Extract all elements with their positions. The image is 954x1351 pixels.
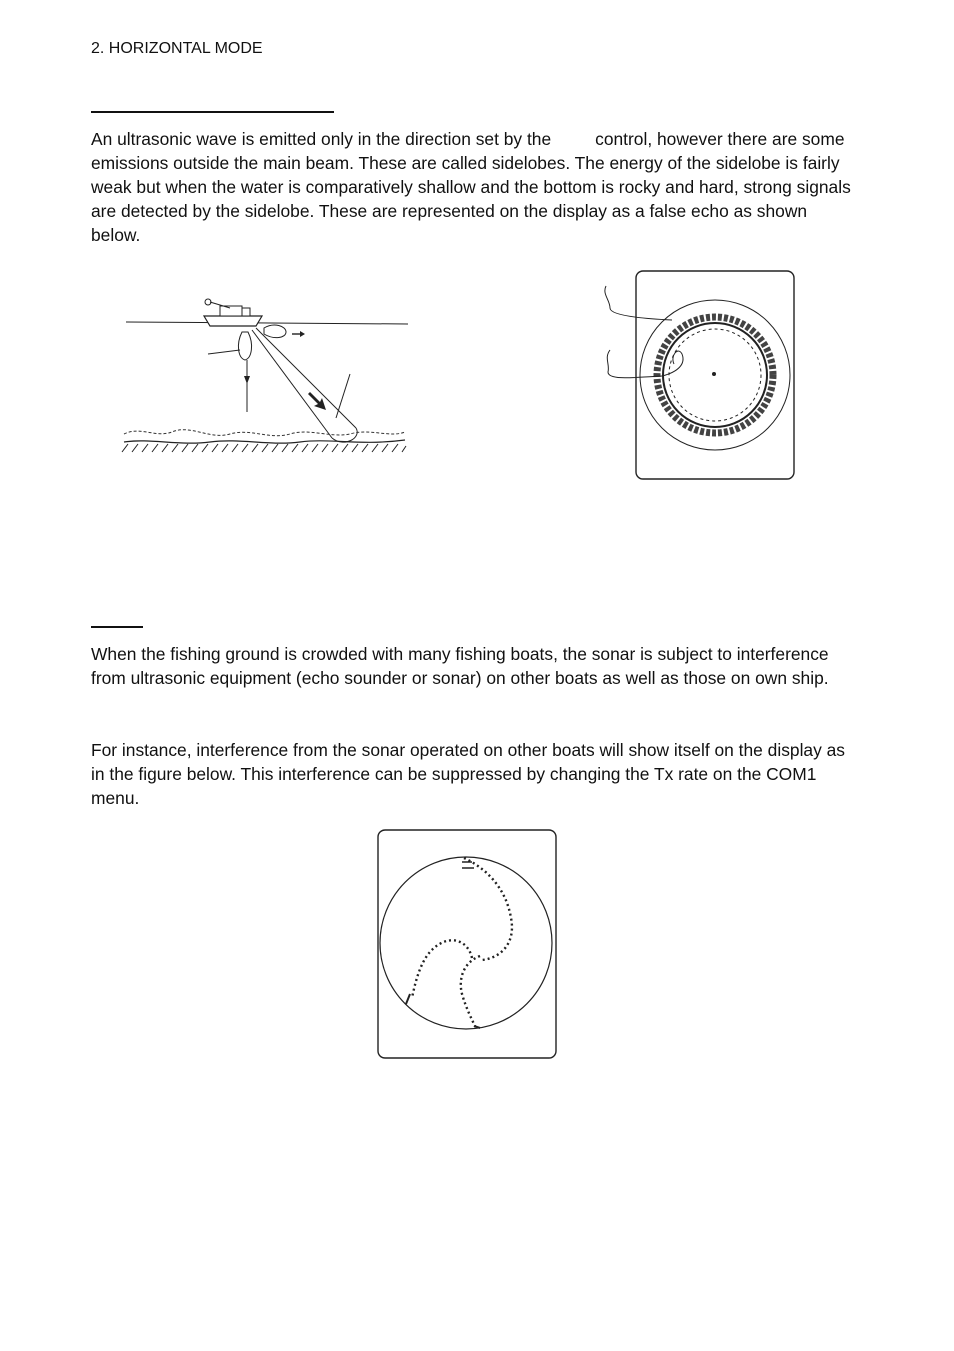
sidelobe-paragraph <box>91 127 851 247</box>
sonar-display-false-echo-icon <box>600 268 800 483</box>
interference-paragraph-2: For instance, interference from the sonar operated on other boats will show itself on the display as in the figure below. This interference can be suppressed by changing the Tx rate on the COM1 menu. <box>91 740 845 808</box>
boat-sidelobe-illustration-icon <box>100 262 440 492</box>
section-heading-rule-interference <box>91 626 143 628</box>
interference-display-figure <box>376 828 560 1062</box>
sidelobe-paragraph-part1: An ultrasonic wave is emitted only in the direction set by the <box>91 129 552 149</box>
sidelobe-paragraph-part2: control, however there are some emissions outside the main beam. These are called sidelobes. The energy of the sidelobe is fairly weak but when the water is comparatively shallow and the bottom is rocky and hard, strong signals are detected by the sidelobe. These are represented on the display as a false echo as shown below. <box>91 129 851 245</box>
sonar-display-interference-icon <box>376 828 560 1062</box>
running-header: 2. HORIZONTAL MODE <box>91 40 263 57</box>
sidelobe-display-figure <box>600 268 800 483</box>
interference-paragraph-1: When the fishing ground is crowded with many fishing boats, the sonar is subject to interference from ultrasonic equipment (echo sounder or sonar) on other boats as well as those on own ship. <box>91 644 829 688</box>
section-heading-rule-sidelobe <box>91 111 334 113</box>
sidelobe-illustration-figure <box>100 262 440 492</box>
